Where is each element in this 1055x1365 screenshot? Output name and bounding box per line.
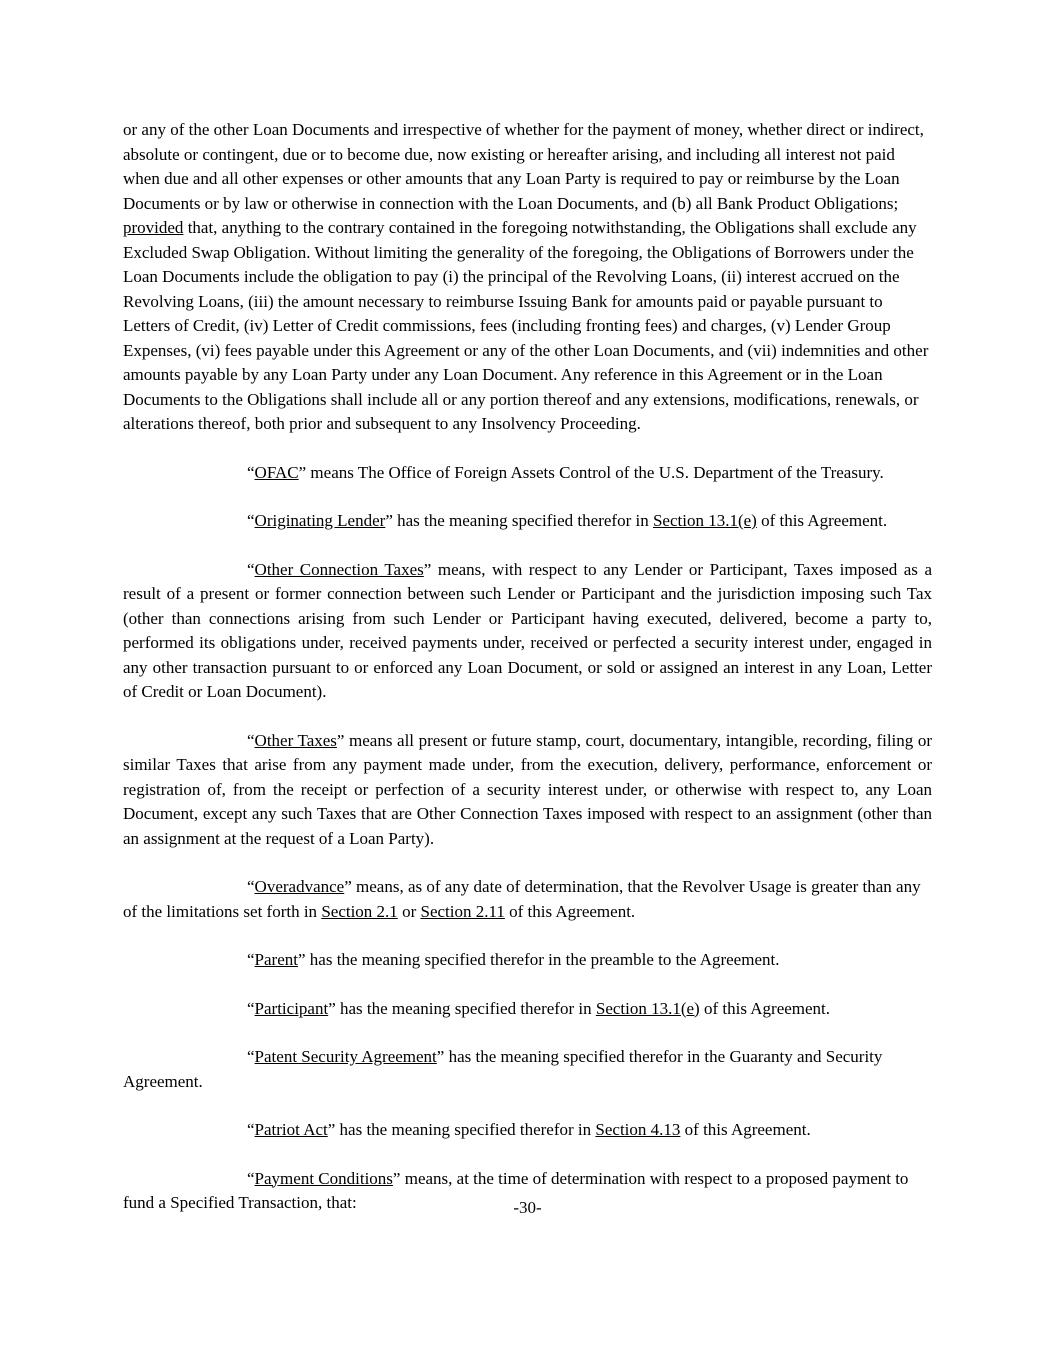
text-run: of this Agreement. [680,1120,811,1139]
text-run: ” means all present or future stamp, court, documentary, intangible, recording, filing or similar Taxes that arise from any payment made under, from the execution, delivery, performance, enforcement or registration of, from the receipt or perfection of a security interest under, or otherwise with respect to, any Loan Document, except any such Taxes that are Other Connection Taxes imposed with respect to an assignment (other than an assignment at the request of a Loan Party). [123,730,932,848]
underlined-term: Section 2.11 [420,901,505,921]
text-run: “ [247,1047,255,1066]
underlined-term: Overadvance [254,877,345,896]
underlined-term: Other Connection Taxes [254,559,424,579]
text-run: “ [247,877,255,896]
text-run: “ [247,1120,255,1139]
document-body [123,118,932,1216]
text-run: ” means, as of any date of determination, that the Revolver Usage is greater than any of the limitations set forth in [123,877,921,921]
underlined-term: Payment Conditions [254,1168,393,1188]
paragraph [123,558,932,705]
text-run: “ [247,1168,255,1188]
underlined-term: Patent Security Agreement [254,1047,437,1066]
paragraph [123,875,932,924]
text-run: of this Agreement. [699,998,831,1018]
text-run: or [397,901,421,921]
text-run: ” has the meaning specified therefor in the Guaranty and Security Agreement. [123,1047,883,1091]
text-run: ” has the meaning specified therefor in [327,1120,596,1139]
text-run: ” has the meaning specified therefor in [328,998,596,1018]
underlined-term: Section 13.1(e) [595,998,700,1018]
text-run: “ [247,462,255,482]
text-run: of this Agreement. [504,901,636,921]
text-run: “ [247,559,255,579]
paragraph [123,1118,932,1143]
underlined-term: Section 13.1(e) [652,511,757,530]
underlined-term: provided [123,218,184,237]
paragraph [123,1045,932,1094]
text-run: or any of the other Loan Documents and irrespective of whether for the payment of money, whether direct or indirect, absolute or contingent, due or to become due, now existing or hereafter arising, and including all interest not paid when due and all other expenses or other amounts that any Loan Party is required to pay or reimburse by the Loan Documents or by law or otherwise in connection with the Loan Documents, and (b) all Bank Product Obligations; [123,120,924,213]
underlined-term: Patriot Act [254,1120,328,1139]
text-run: ” means The Office of Foreign Assets Control of the U.S. Department of the Treasury. [298,462,884,482]
text-run: ” means, at the time of determination with respect to a proposed payment to fund a Specified Transaction, that: [123,1168,909,1212]
paragraph [123,118,932,437]
text-run: of this Agreement. [756,511,888,530]
paragraph [123,997,932,1022]
text-run: that, anything to the contrary contained in the foregoing notwithstanding, the Obligations shall exclude any Excluded Swap Obligation. Without limiting the generality of the foregoing, the Obligations of Borrowers under the Loan Documents include the obligation to pay (i) the principal of the Revolving Loans, (ii) interest accrued on the Revolving Loans, (iii) the amount necessary to reimburse Issuing Bank for amounts paid or payable pursuant to Letters of Credit, (iv) Letter of Credit commissions, fees (including fronting fees) and charges, (v) Lender Group Expenses, (vi) fees payable under this Agreement or any of the other Loan Documents, and (vii) indemnities and other amounts payable by any Loan Party under any Loan Document. Any reference in this Agreement or in the Loan Documents to the Obligations shall include all or any portion thereof and any extensions, modifications, renewals, or alterations thereof, both prior and subsequent to any Insolvency Proceeding. [123,218,929,433]
paragraph [123,948,932,973]
text-run: “ [247,511,255,530]
paragraph [123,461,932,486]
page-number: -30- [513,1198,542,1217]
underlined-term: Parent [254,950,298,969]
underlined-term: Participant [254,998,329,1018]
text-run: “ [247,950,255,969]
underlined-term: Section 4.13 [595,1120,681,1139]
text-run: ” has the meaning specified therefor in the preamble to the Agreement. [297,950,780,969]
paragraph [123,509,932,534]
text-run: “ [247,998,255,1018]
text-run: ” means, with respect to any Lender or Participant, Taxes imposed as a result of a present or former connection between such Lender or Participant and the jurisdiction imposing such Tax (other than connections arising from such Lender or Participant having executed, delivered, become a party to, performed its obligations under, received payments under, received or perfected a security interest under, engaged in any other transaction pursuant to or enforced any Loan Document, or sold or assigned an interest in any Loan, Letter of Credit or Loan Document). [123,559,932,701]
text-run: ” has the meaning specified therefor in [385,511,653,530]
underlined-term: Other Taxes [254,730,337,750]
underlined-term: OFAC [254,462,299,482]
underlined-term: Originating Lender [254,511,386,530]
paragraph [123,729,932,852]
text-run: “ [247,730,255,750]
underlined-term: Section 2.1 [321,901,398,921]
